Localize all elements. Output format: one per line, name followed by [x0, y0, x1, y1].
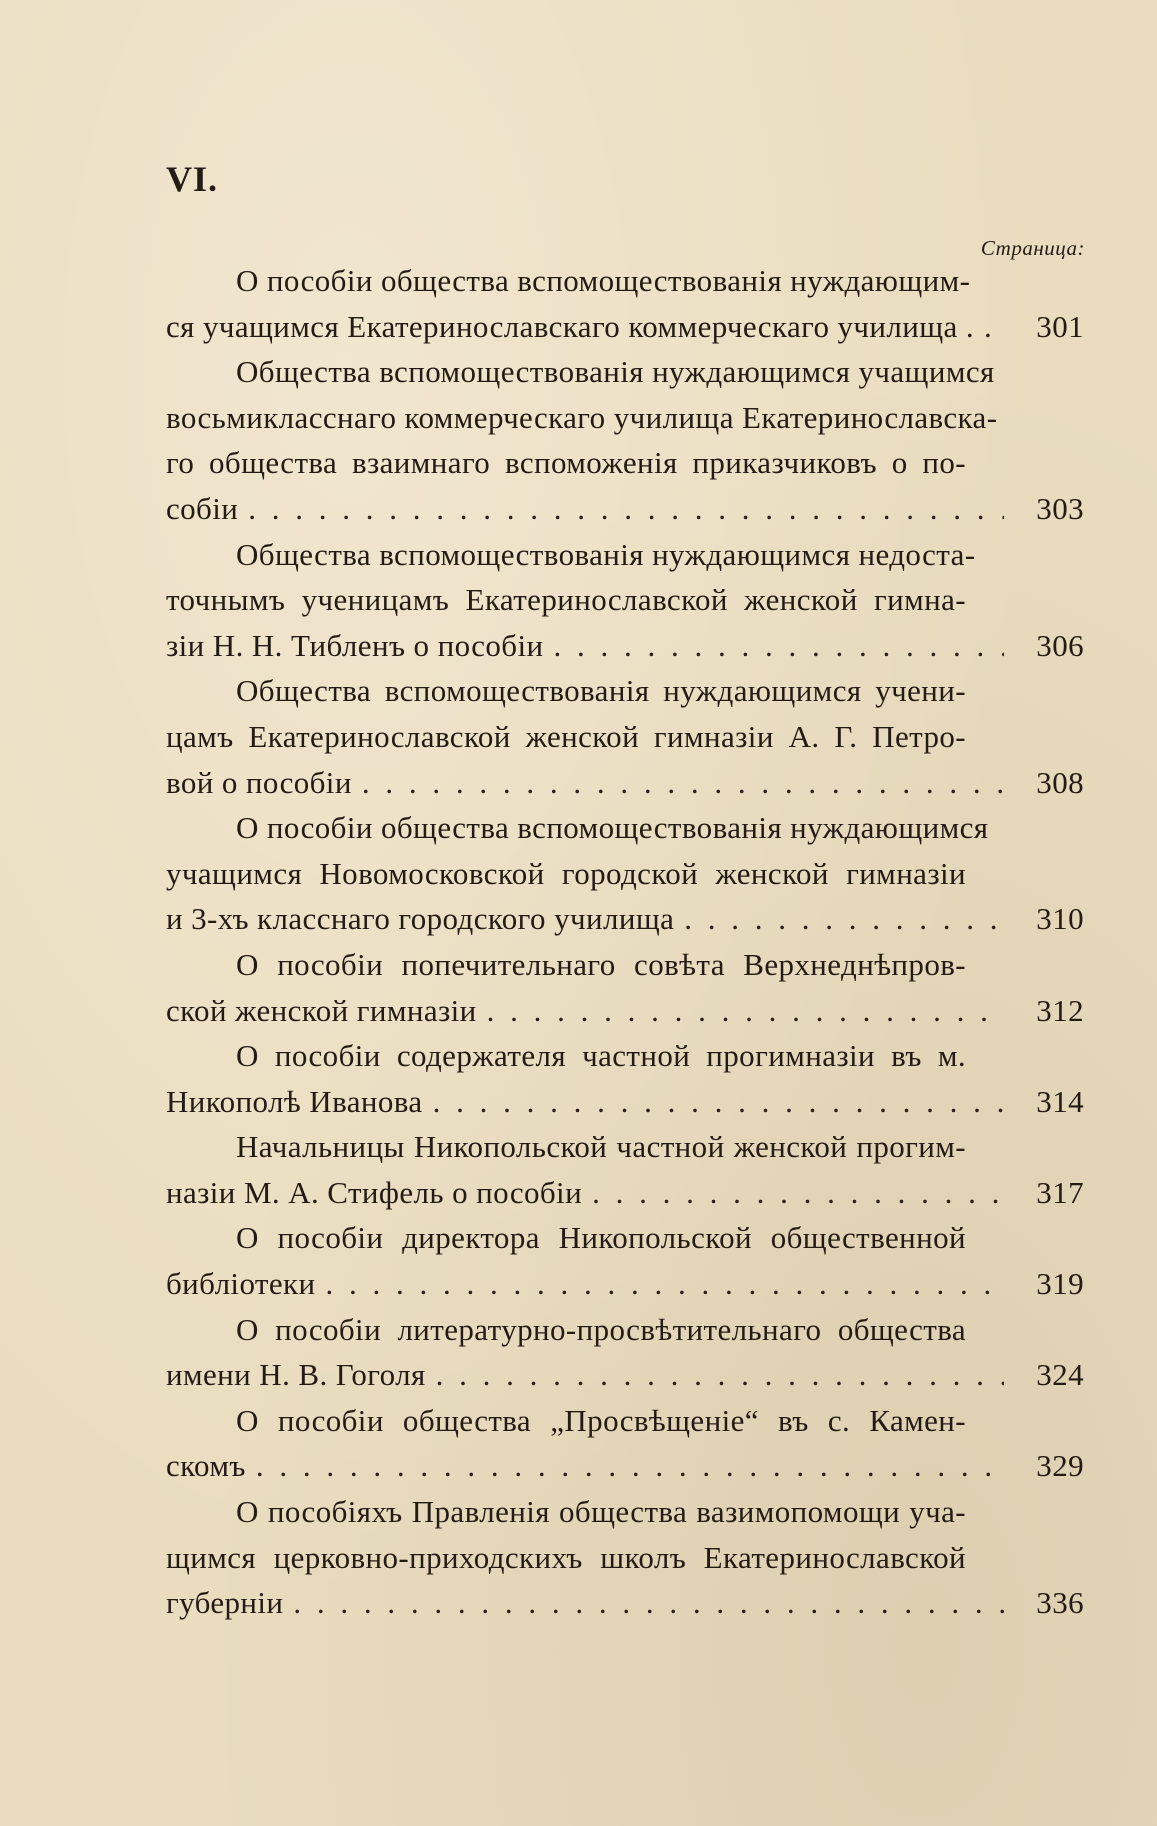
- toc-entry-page: 319: [1036, 1266, 1084, 1302]
- toc-entry-text: точнымъ ученицамъ Екатеринославской женской гимна-: [166, 582, 966, 618]
- toc-entry-last-line: [166, 988, 1084, 1034]
- toc-entry-text: восьмикласснаго коммерческаго училища Екатеринославска-: [166, 399, 998, 435]
- dot-leader: [543, 623, 1004, 669]
- toc-entry-text: цамъ Екатеринославской женской гимназіи А. Г. Петро-: [166, 718, 966, 754]
- toc-entry-page: 329: [1036, 1448, 1084, 1484]
- toc-entry-page: 317: [1036, 1174, 1084, 1210]
- toc-entry-last-line: [166, 1079, 1084, 1125]
- toc-entry-text: скомъ: [166, 1448, 246, 1484]
- toc-entry-page: 306: [1036, 627, 1084, 663]
- toc-entry-page: 301: [1036, 308, 1084, 344]
- toc-entry-text: О пособіи общества „Просвѣщеніе“ въ с. Камен-: [236, 1402, 966, 1438]
- toc-entry-text: Общества вспомоществованія нуждающимся учащимся: [236, 354, 995, 390]
- page-number: VI.: [166, 159, 219, 199]
- dot-leader: [246, 1443, 1004, 1489]
- toc-entry-last-line: [166, 486, 1084, 532]
- toc-entry-text: О пособіи попечительнаго совѣта Верхнеднѣпров-: [236, 946, 966, 982]
- toc-entry: [166, 1124, 1084, 1215]
- toc-entry-page: 336: [1036, 1585, 1084, 1621]
- toc-entry-text: вой о пособіи: [166, 764, 352, 800]
- dot-leader: [316, 1261, 1005, 1307]
- toc-entry-page: 303: [1036, 490, 1084, 526]
- dot-leader: [283, 1580, 1004, 1626]
- toc-entry-last-line: [166, 760, 1084, 806]
- dot-leader: [426, 1352, 1004, 1398]
- toc-entry-text: Начальницы Никопольской частной женской прогим-: [236, 1129, 966, 1165]
- toc-entry-text: учащимся Новомосковской городской женской гимназіи: [166, 855, 966, 891]
- toc-entry-text: О пособіи директора Никопольской общественной: [236, 1220, 966, 1256]
- toc-entry: [166, 1215, 1084, 1306]
- toc-entry: [166, 1307, 1084, 1398]
- toc-entry: [166, 258, 1084, 349]
- toc-entry-text: губерніи: [166, 1585, 284, 1621]
- dot-leader: [423, 1079, 1004, 1125]
- toc-entry-text: ской женской гимназіи: [166, 992, 477, 1028]
- toc-entry-page: 324: [1036, 1357, 1084, 1393]
- toc-entry: [166, 1033, 1084, 1124]
- toc-entry-page: 312: [1036, 992, 1084, 1028]
- toc-entry-last-line: [166, 1443, 1084, 1489]
- toc-entry-text: О пособіи содержателя частной прогимназіи въ м.: [236, 1038, 966, 1074]
- dot-leader: [974, 304, 1004, 350]
- toc-entry: [166, 1398, 1084, 1489]
- toc-entry-last-line: [166, 304, 1084, 350]
- dot-leader: [352, 760, 1004, 806]
- toc-entry-last-line: [166, 1580, 1084, 1626]
- toc-entry-last-line: [166, 896, 1084, 942]
- toc-entry-text: го общества взаимнаго вспоможенія приказчиковъ о по-: [166, 445, 966, 481]
- toc-entry-text: О пособіи общества вспомоществованія нуждающим-: [236, 263, 971, 298]
- dot-leader: [674, 896, 1004, 942]
- toc-entry-page: 310: [1036, 901, 1084, 937]
- toc-entry: [166, 349, 1084, 531]
- toc-entry: [166, 942, 1084, 1033]
- toc-entry-text: О пособіяхъ Правленія общества вазимопомощи уча-: [236, 1494, 966, 1530]
- toc-entry-text: зіи Н. Н. Тибленъ о пособіи: [166, 627, 544, 663]
- toc-entry-text: О пособіи общества вспомоществованія нуждающимся: [236, 810, 989, 846]
- toc-entry-last-line: [166, 1261, 1084, 1307]
- toc-entry-text: Общества вспомоществованія нуждающимся учени-: [236, 673, 966, 709]
- toc-entry-text: назіи М. А. Стифель о пособіи: [166, 1174, 583, 1210]
- toc-entry-text: Общества вспомоществованія нуждающимся недоста-: [236, 536, 976, 572]
- toc-entry: [166, 805, 1084, 942]
- toc-entry-text: собіи: [166, 490, 239, 526]
- toc-entry-page: 308: [1036, 764, 1084, 800]
- toc-entry-text: ся учащимся Екатеринославскаго коммерческаго училища .: [166, 308, 974, 344]
- toc-entry-text: О пособіи литературно-просвѣтительнаго общества: [236, 1311, 966, 1347]
- toc-entry-text: имени Н. В. Гоголя: [166, 1357, 426, 1393]
- dot-leader: [477, 988, 1004, 1034]
- dot-leader: [582, 1170, 1004, 1216]
- toc-entry-last-line: [166, 1352, 1084, 1398]
- table-of-contents: [166, 258, 1084, 1626]
- toc-entry-text: щимся церковно-приходскихъ школъ Екатеринославской: [166, 1539, 966, 1575]
- toc-entry-last-line: [166, 623, 1084, 669]
- toc-entry-page: 314: [1036, 1083, 1084, 1119]
- toc-entry-last-line: [166, 1170, 1084, 1216]
- toc-entry: [166, 532, 1084, 669]
- toc-entry-text: библіотеки: [166, 1266, 316, 1302]
- toc-entry: [166, 1489, 1084, 1626]
- toc-entry: [166, 668, 1084, 805]
- toc-entry-text: Никополѣ Иванова: [166, 1083, 423, 1119]
- dot-leader: [238, 486, 1004, 532]
- toc-entry-text: и 3-хъ класснаго городского училища: [166, 901, 675, 937]
- page-column-header: Страница:: [980, 236, 1085, 260]
